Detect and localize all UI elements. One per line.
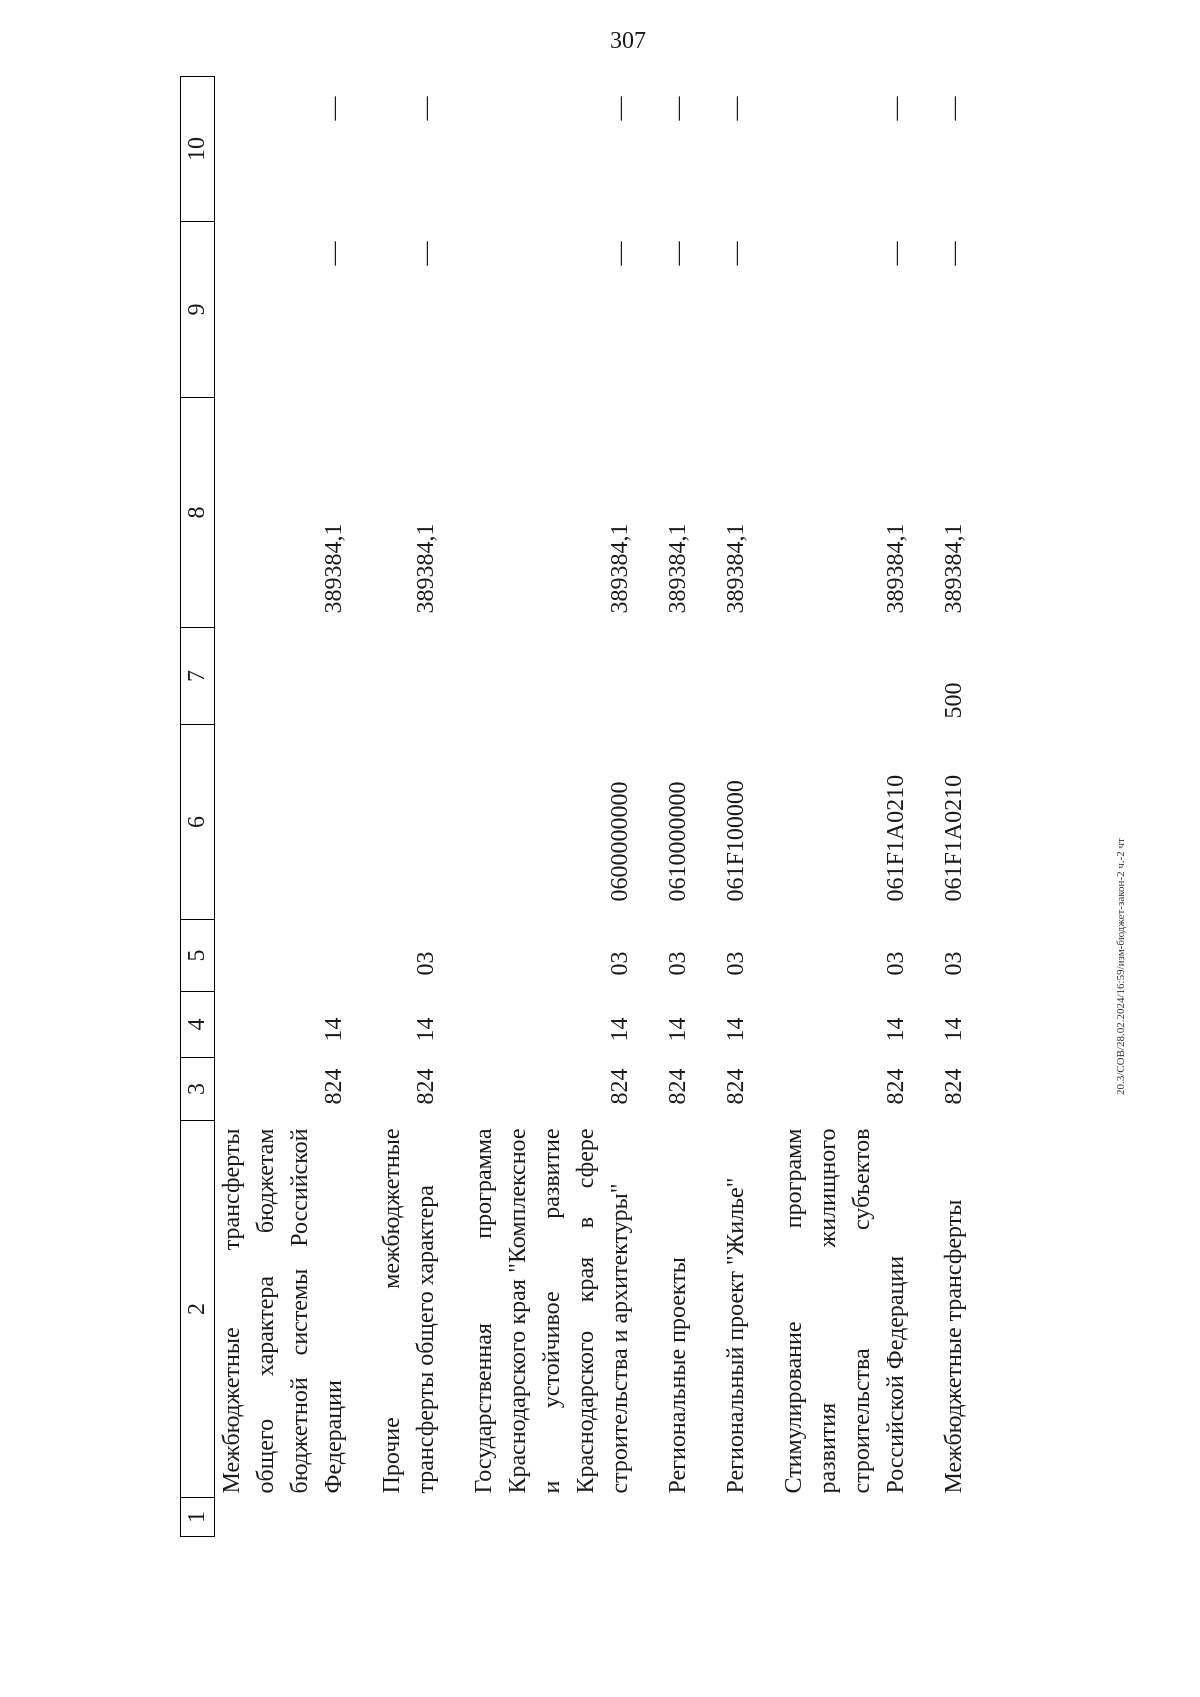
row-name: Региональный проект "Жилье" (723, 1177, 749, 1494)
cell-col-3: 824 (321, 1068, 347, 1105)
cell-col-1 (753, 1498, 913, 1537)
cell-col-10: — (607, 96, 633, 121)
rotated-table-container (180, 77, 971, 1537)
cell-col-1 (443, 1498, 637, 1537)
cell-col-6: 0600000000 (607, 781, 633, 902)
cell-col-9: — (941, 241, 967, 266)
cell-col-4: 14 (723, 1017, 749, 1042)
cell-col-8: 389384,1 (607, 523, 633, 614)
row-name: Региональные проекты (665, 1257, 691, 1494)
cell-col-6: 061F1A0210 (941, 774, 967, 902)
header-col-4: 4 (181, 992, 215, 1058)
table-row (695, 77, 753, 1537)
row-name: Стимулирование программ развития жилищного строительства субъектов Российской Федерации (781, 1128, 909, 1494)
cell-col-8: 389384,1 (723, 523, 749, 614)
page-number: 307 (610, 28, 646, 54)
table-row (637, 77, 695, 1537)
table-row (443, 77, 637, 1537)
cell-col-7 (215, 628, 352, 725)
cell-col-4: 14 (413, 1017, 439, 1042)
cell-col-3: 824 (941, 1068, 967, 1105)
row-name: Межбюджетные трансферты (941, 1199, 967, 1494)
cell-col-6: 0610000000 (665, 781, 691, 902)
cell-col-1 (351, 1498, 443, 1537)
table-row (753, 77, 913, 1537)
table-row (913, 77, 971, 1537)
cell-col-1 (637, 1498, 695, 1537)
table-row (215, 77, 352, 1537)
cell-col-6: 061F1A0210 (883, 774, 909, 902)
cell-col-6 (215, 725, 352, 920)
cell-col-4: 14 (883, 1017, 909, 1042)
cell-col-1 (695, 1498, 753, 1537)
header-col-10: 10 (181, 77, 215, 222)
document-stamp: 20.3/СОВ/28.02.2024/16:59/изм-бюджет-закон-2 ч.-2 чт (1115, 838, 1127, 1095)
cell-col-5 (215, 920, 352, 992)
row-name: Государственная программа Краснодарского края "Комплексное и устойчивое развитие Краснодарского края в сфере строительства и архитектуры" (471, 1128, 633, 1494)
cell-col-4: 14 (665, 1017, 691, 1042)
budget-table (180, 76, 971, 1537)
cell-col-10: — (723, 96, 749, 121)
cell-col-1 (913, 1498, 971, 1537)
cell-col-7 (637, 628, 695, 725)
cell-col-9: — (665, 241, 691, 266)
cell-col-3: 824 (607, 1068, 633, 1105)
cell-col-4: 14 (321, 1017, 347, 1042)
cell-col-9: — (413, 241, 439, 266)
cell-col-3: 824 (883, 1068, 909, 1105)
cell-col-6 (351, 725, 443, 920)
cell-col-8: 389384,1 (941, 523, 967, 614)
cell-col-4: 14 (941, 1017, 967, 1042)
cell-col-5: 03 (883, 951, 909, 976)
cell-col-9: — (607, 241, 633, 266)
cell-col-8: 389384,1 (321, 523, 347, 614)
cell-col-7 (695, 628, 753, 725)
cell-col-10: — (321, 96, 347, 121)
cell-col-3: 824 (413, 1068, 439, 1105)
cell-col-7 (351, 628, 443, 725)
cell-col-10: — (883, 96, 909, 121)
header-col-8: 8 (181, 398, 215, 628)
cell-col-9: — (723, 241, 749, 266)
cell-col-5: 03 (941, 951, 967, 976)
header-col-5: 5 (181, 920, 215, 992)
header-col-1: 1 (181, 1498, 215, 1537)
cell-col-7 (753, 628, 913, 725)
row-name: Прочие межбюджетные трансферты общего характера (379, 1128, 439, 1494)
cell-col-8: 389384,1 (883, 523, 909, 614)
cell-col-9: — (321, 241, 347, 266)
header-col-9: 9 (181, 222, 215, 398)
cell-col-7 (443, 628, 637, 725)
cell-col-7: 500 (941, 682, 967, 719)
cell-col-5: 03 (723, 951, 749, 976)
header-col-6: 6 (181, 725, 215, 920)
cell-col-9: — (883, 241, 909, 266)
cell-col-8: 389384,1 (413, 523, 439, 614)
cell-col-10: — (665, 96, 691, 121)
cell-col-5: 03 (607, 951, 633, 976)
cell-col-5: 03 (413, 951, 439, 976)
cell-col-6: 061F100000 (723, 780, 749, 902)
cell-col-10: — (413, 96, 439, 121)
header-col-7: 7 (181, 628, 215, 725)
header-row (181, 77, 215, 1537)
cell-col-3: 824 (723, 1068, 749, 1105)
cell-col-10: — (941, 96, 967, 121)
header-col-2: 2 (181, 1121, 215, 1498)
cell-col-1 (215, 1498, 352, 1537)
cell-col-4: 14 (607, 1017, 633, 1042)
cell-col-8: 389384,1 (665, 523, 691, 614)
header-col-3: 3 (181, 1058, 215, 1121)
table-row (351, 77, 443, 1537)
cell-col-5: 03 (665, 951, 691, 976)
row-name: Межбюджетные трансферты общего характера бюджетам бюджетной системы Российской Федерации (219, 1128, 347, 1494)
cell-col-3: 824 (665, 1068, 691, 1105)
